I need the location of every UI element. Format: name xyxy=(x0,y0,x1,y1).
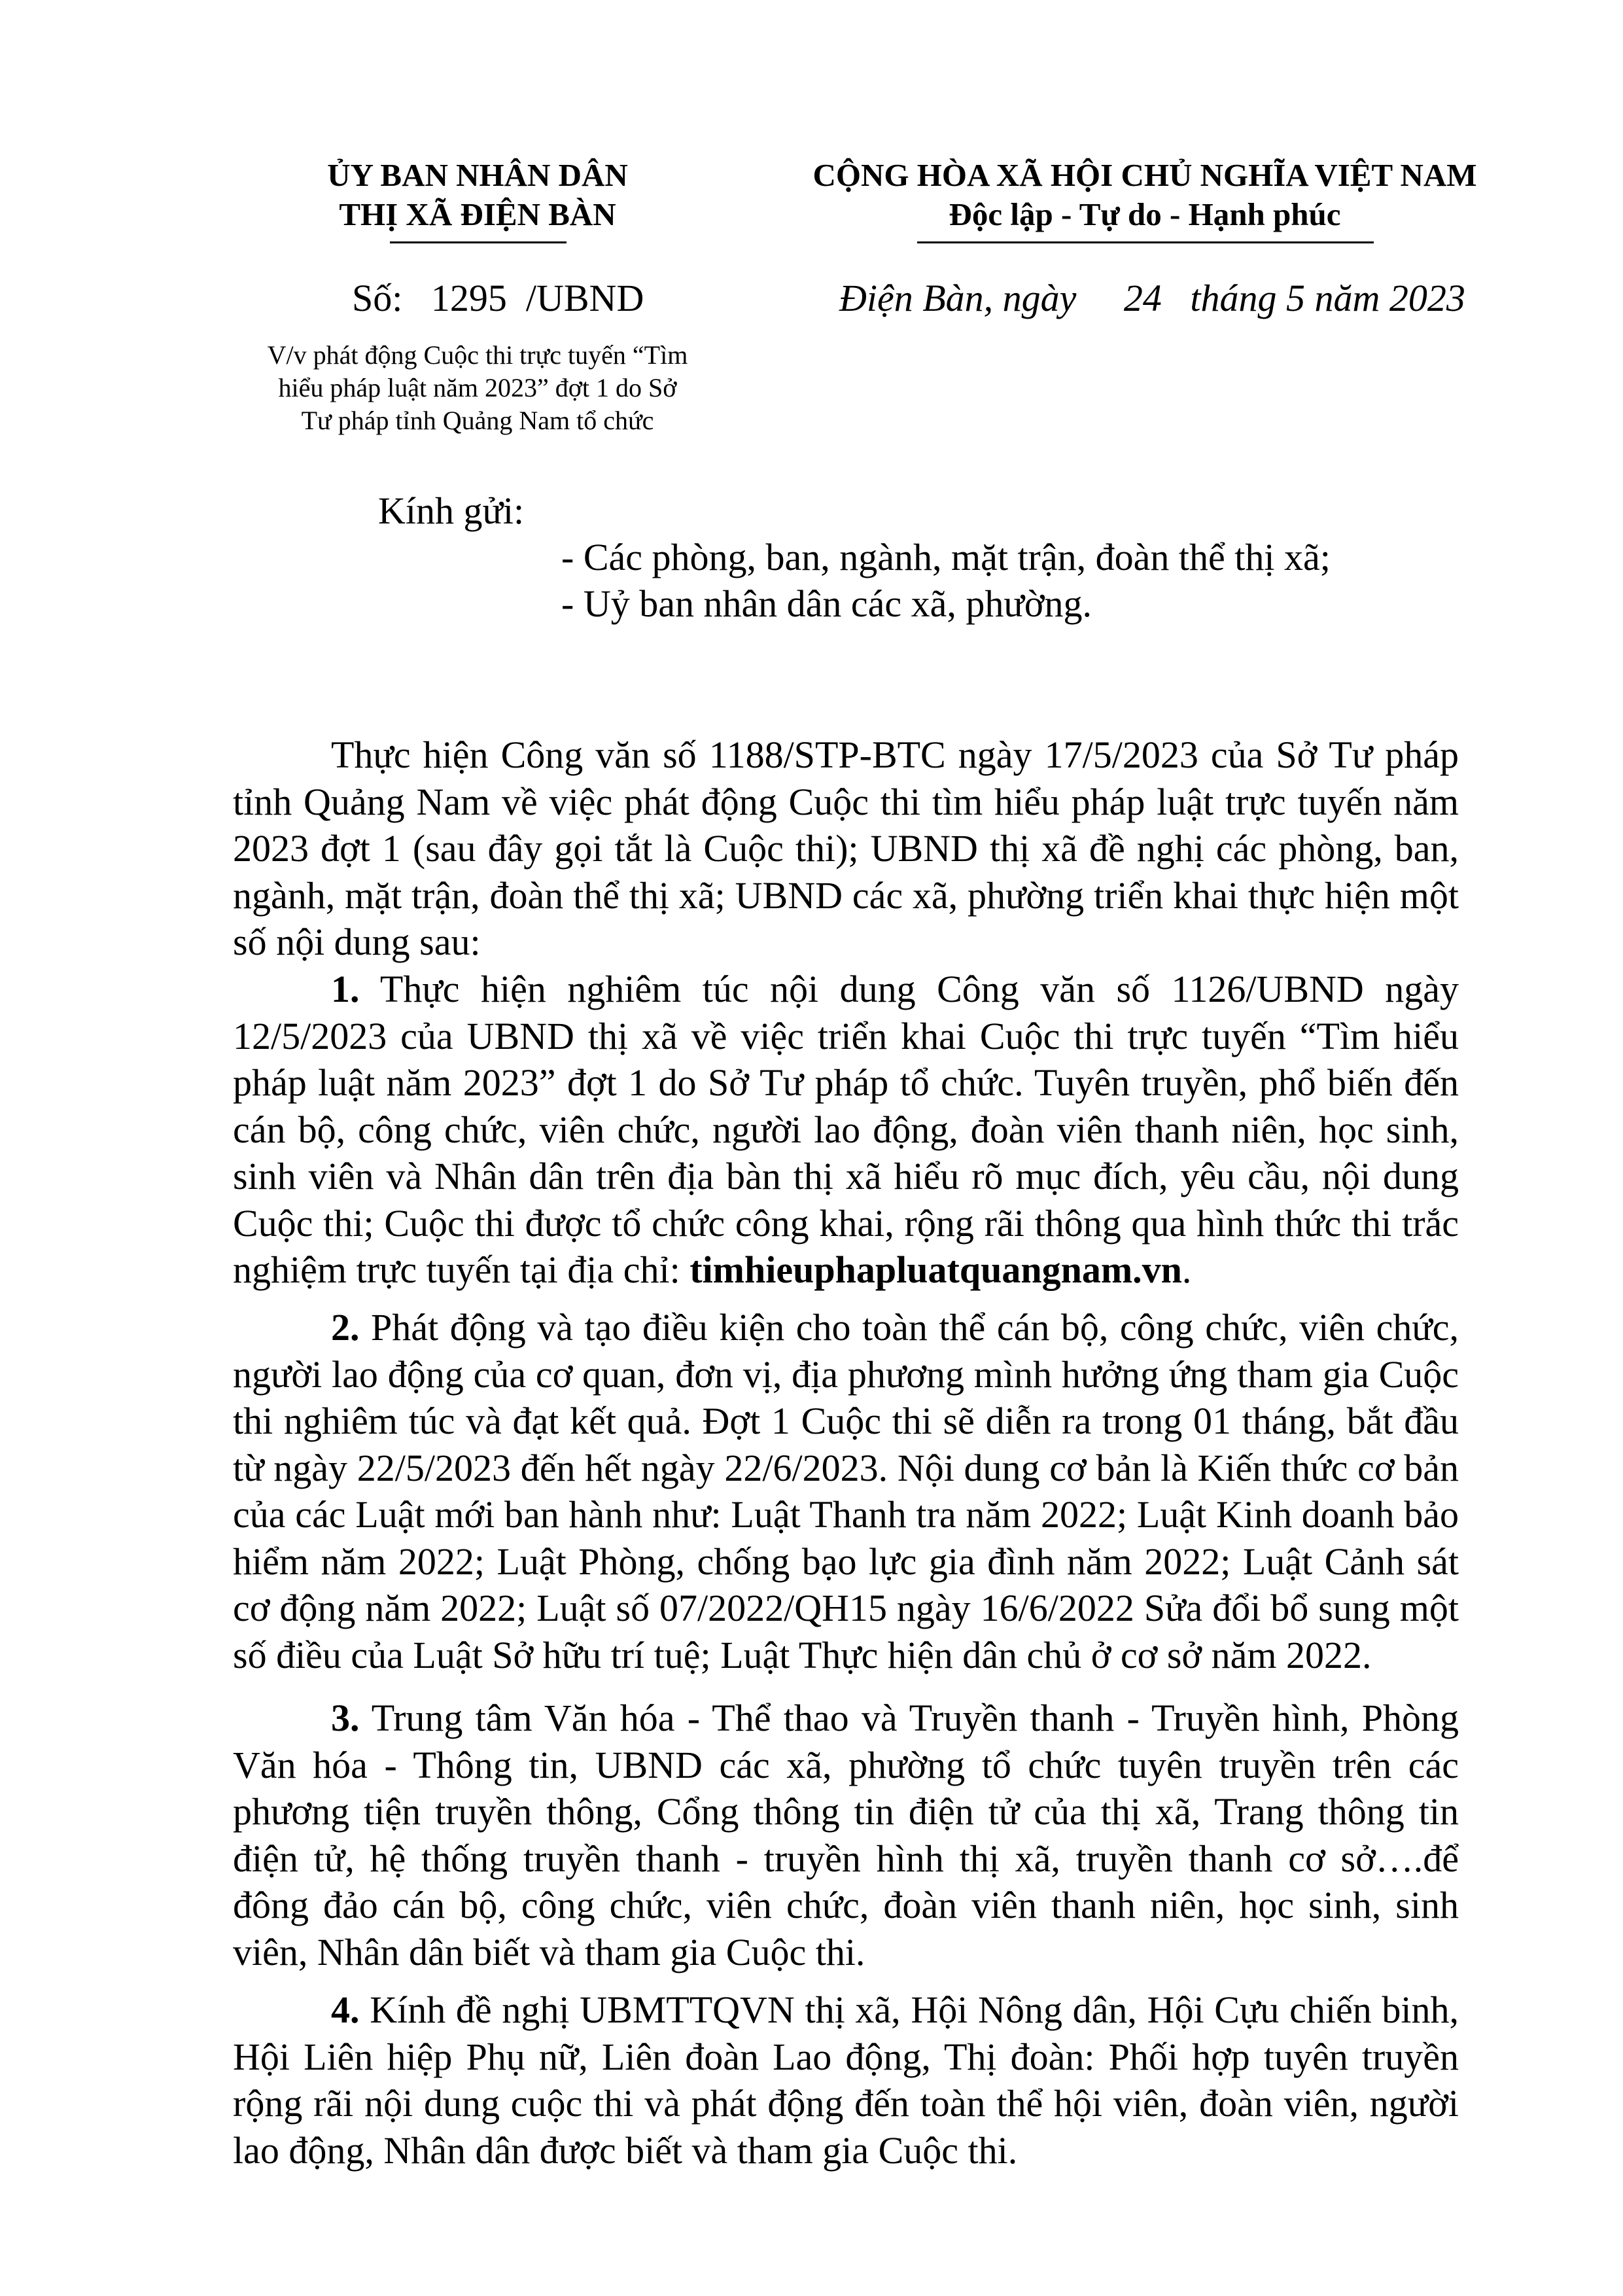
item-4-number: 4. xyxy=(331,1988,360,2031)
item-4-text: Kính đề nghị UBMTTQVN thị xã, Hội Nông dân, Hội Cựu chiến binh, Hội Liên hiệp Phụ nữ, Liên đoàn Lao động, Thị đoàn: Phối hợp tuyên truyền rộng rãi nội dung cuộc thi và phát động đến toàn thể hội viên, đoàn viên, người lao động, Nhân dân được biết và tham gia Cuộc thi. xyxy=(233,1988,1459,2172)
item-3-text: Trung tâm Văn hóa - Thể thao và Truyền thanh - Truyền hình, Phòng Văn hóa - Thông tin, UBND các xã, phường tổ chức tuyên truyền trên các phương tiện truyền thông, Cổng thông tin điện tử của thị xã, Trang thông tin điện tử, hệ thống truyền thanh - truyền hình thị xã, truyền thanh cơ sở….để đông đảo cán bộ, công chức, viên chức, đoàn viên thanh niên, học sinh, sinh viên, Nhân dân biết và tham gia Cuộc thi. xyxy=(233,1697,1459,1973)
issuer-underline xyxy=(390,241,567,243)
subject-line-2: hiểu pháp luật năm 2023” đợt 1 do Sở xyxy=(278,373,677,402)
issue-date: Điện Bàn, ngày 24 tháng 5 năm 2023 xyxy=(839,277,1465,319)
item-1-tail: . xyxy=(1181,1248,1192,1291)
item-2-number: 2. xyxy=(331,1306,360,1349)
subject-line-3: Tư pháp tỉnh Quảng Nam tổ chức xyxy=(301,406,654,435)
document-number: Số: 1295 /UBND xyxy=(352,277,644,319)
issuer-line-1: ỦY BAN NHÂN DÂN xyxy=(327,157,628,193)
contest-url: timhieuphapluatquangnam.vn xyxy=(689,1248,1182,1291)
subject-line-1: V/v phát động Cuộc thi trực tuyến “Tìm xyxy=(267,340,688,370)
item-2-paragraph xyxy=(233,1304,1459,1678)
recipients-label: Kính gửi: xyxy=(378,489,525,532)
recipient-item-1: - Các phòng, ban, ngành, mặt trận, đoàn thể thị xã; xyxy=(561,536,1331,578)
recipient-item-2: - Uỷ ban nhân dân các xã, phường. xyxy=(561,582,1092,625)
item-4-paragraph xyxy=(233,1987,1459,2174)
motto-line: Độc lập - Tự do - Hạnh phúc xyxy=(949,196,1341,232)
issuer-name xyxy=(249,156,707,234)
item-3-paragraph xyxy=(233,1695,1459,1975)
national-name: CỘNG HÒA XÃ HỘI CHỦ NGHĨA VIỆT NAM xyxy=(812,157,1477,193)
item-1-paragraph xyxy=(233,966,1459,1294)
item-2-text: Phát động và tạo điều kiện cho toàn thể cán bộ, công chức, viên chức, người lao động của cơ quan, đơn vị, địa phương mình hưởng ứng tham gia Cuộc thi nghiêm túc và đạt kết quả. Đợt 1 Cuộc thi sẽ diễn ra trong 01 tháng, bắt đầu từ ngày 22/5/2023 đến hết ngày 22/6/2023. Nội dung cơ bản là Kiến thức cơ bản của các Luật mới ban hành như: Luật Thanh tra năm 2022; Luật Kinh doanh bảo hiểm năm 2022; Luật Phòng, chống bạo lực gia đình năm 2022; Luật Cảnh sát cơ động năm 2022; Luật số 07/2022/QH15 ngày 16/6/2022 Sửa đổi bổ sung một số điều của Luật Sở hữu trí tuệ; Luật Thực hiện dân chủ ở cơ sở năm 2022. xyxy=(233,1306,1459,1676)
national-motto xyxy=(752,156,1537,234)
motto-underline xyxy=(917,241,1374,243)
item-1-number: 1. xyxy=(331,968,360,1010)
subject-block xyxy=(196,339,759,437)
intro-paragraph: Thực hiện Công văn số 1188/STP-BTC ngày 17/5/2023 của Sở Tư pháp tỉnh Quảng Nam về việc phát động Cuộc thi tìm hiểu pháp luật trực tuyến năm 2023 đợt 1 (sau đây gọi tắt là Cuộc thi); UBND thị xã đề nghị các phòng, ban, ngành, mặt trận, đoàn thể thị xã; UBND các xã, phường triển khai thực hiện một số nội dung sau: xyxy=(233,733,1459,963)
item-3-number: 3. xyxy=(331,1697,360,1739)
issuer-line-2: THỊ XÃ ĐIỆN BÀN xyxy=(339,196,616,232)
item-1-text: Thực hiện nghiêm túc nội dung Công văn số 1126/UBND ngày 12/5/2023 của UBND thị xã về việc triển khai Cuộc thi trực tuyến “Tìm hiểu pháp luật năm 2023” đợt 1 do Sở Tư pháp tổ chức. Tuyên truyền, phổ biến đến cán bộ, công chức, viên chức, người lao động, đoàn viên thanh niên, học sinh, sinh viên và Nhân dân trên địa bàn thị xã hiểu rõ mục đích, yêu cầu, nội dung Cuộc thi; Cuộc thi được tổ chức công khai, rộng rãi thông qua hình thức thi trắc nghiệm trực tuyến tại địa chỉ: xyxy=(233,968,1459,1291)
